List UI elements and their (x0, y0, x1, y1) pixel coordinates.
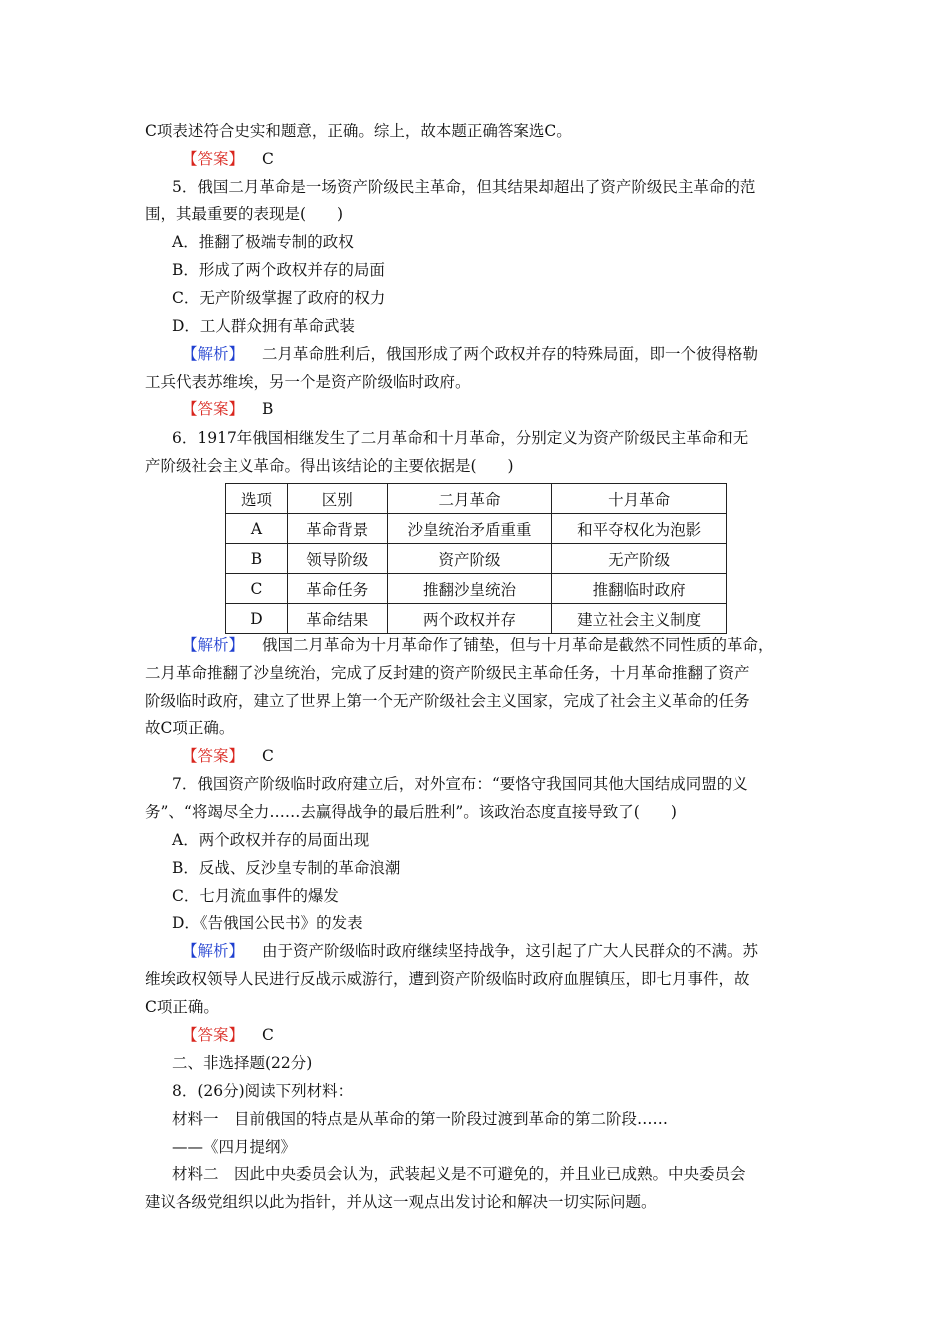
table-cell: 推翻沙皇统治 (387, 574, 552, 604)
table-cell: 两个政权并存 (387, 604, 552, 634)
answer-value: B (262, 400, 274, 418)
analysis-text-cont: C项正确。 (145, 998, 219, 1016)
analysis-line (182, 941, 758, 961)
table-header-cell: 二月革命 (387, 484, 552, 514)
material-2: 材料二 因此中央委员会认为，武装起义是不可避免的，并且业已成熟。中央委员会 (172, 1165, 746, 1183)
table-cell: 资产阶级 (387, 544, 552, 574)
table-header-cell: 十月革命 (552, 484, 727, 514)
analysis-tag: 【解析】 (182, 636, 245, 654)
text-line: C项表述符合史实和题意，正确。综上，故本题正确答案选C。 (145, 122, 572, 140)
material-2-cont: 建议各级党组织以此为指针，并从这一观点出发讨论和解决一切实际问题。 (145, 1193, 657, 1211)
analysis-text: 俄国二月革命为十月革命作了铺垫，但与十月革命是截然不同性质的革命， (262, 636, 774, 654)
table-cell: 建立社会主义制度 (552, 604, 727, 634)
analysis-text-cont: 阶级临时政府，建立了世界上第一个无产阶级社会主义国家，完成了社会主义革命的任务 (145, 692, 750, 710)
option-d: D．工人群众拥有革命武装 (172, 317, 355, 335)
table-header-row (226, 484, 727, 514)
answer-value: C (262, 1026, 274, 1044)
table-cell: 和平夺权化为泡影 (552, 514, 727, 544)
answer-value: C (262, 747, 274, 765)
table-row (226, 574, 727, 604)
question-7-stem: 7．俄国资产阶级临时政府建立后，对外宣布：“要恪守我国同其他大国结成同盟的义 (172, 775, 748, 793)
analysis-text-cont: 故C项正确。 (145, 719, 235, 737)
table-cell: 革命任务 (287, 574, 387, 604)
answer-tag: 【答案】 (182, 747, 245, 765)
table-row (226, 544, 727, 574)
answer-tag: 【答案】 (182, 150, 245, 168)
question-5-stem-cont: 围，其最重要的表现是( ) (145, 205, 344, 223)
table-cell: 无产阶级 (552, 544, 727, 574)
table-cell: D (226, 604, 288, 634)
option-c: C．七月流血事件的爆发 (172, 887, 339, 905)
table-row (226, 514, 727, 544)
analysis-text-cont: 二月革命推翻了沙皇统治，完成了反封建的资产阶级民主革命任务，十月革命推翻了资产 (145, 664, 750, 682)
analysis-text-cont: 维埃政权领导人民进行反战示威游行，遭到资产阶级临时政府血腥镇压，即七月事件，故 (145, 970, 750, 988)
answer-tag: 【答案】 (182, 1026, 245, 1044)
comparison-table (225, 483, 727, 634)
answer-line (182, 746, 274, 766)
material-1-source: ——《四月提纲》 (172, 1138, 297, 1156)
table-cell: 革命结果 (287, 604, 387, 634)
answer-line (182, 1025, 274, 1045)
analysis-line (182, 635, 774, 655)
option-d: D．《告俄国公民书》的发表 (172, 914, 363, 932)
question-5-stem: 5．俄国二月革命是一场资产阶级民主革命，但其结果却超出了资产阶级民主革命的范 (172, 178, 756, 196)
table-header-cell: 区别 (287, 484, 387, 514)
analysis-text: 二月革命胜利后，俄国形成了两个政权并存的特殊局面，即一个彼得格勒 (262, 345, 759, 363)
table-cell: C (226, 574, 288, 604)
answer-value: C (262, 150, 274, 168)
table-cell: 推翻临时政府 (552, 574, 727, 604)
answer-line (182, 149, 274, 169)
section-heading: 二、非选择题(22分) (172, 1054, 313, 1072)
analysis-tag: 【解析】 (182, 942, 245, 960)
table-cell: A (226, 514, 288, 544)
option-a: A．推翻了极端专制的政权 (172, 233, 354, 251)
option-b: B．反战、反沙皇专制的革命浪潮 (172, 859, 401, 877)
table-cell: 领导阶级 (287, 544, 387, 574)
table-row (226, 604, 727, 634)
option-b: B．形成了两个政权并存的局面 (172, 261, 385, 279)
option-c: C．无产阶级掌握了政府的权力 (172, 289, 386, 307)
answer-line (182, 399, 273, 419)
table-cell: B (226, 544, 288, 574)
answer-tag: 【答案】 (182, 400, 245, 418)
material-1: 材料一 目前俄国的特点是从革命的第一阶段过渡到革命的第二阶段…… (172, 1110, 669, 1128)
question-6-stem: 6．1917年俄国相继发生了二月革命和十月革命，分别定义为资产阶级民主革命和无 (172, 429, 749, 447)
analysis-text-cont: 工兵代表苏维埃，另一个是资产阶级临时政府。 (145, 373, 471, 391)
question-7-stem-cont: 务”、“将竭尽全力……去赢得战争的最后胜利”。该政治态度直接导致了( ) (145, 803, 677, 821)
analysis-tag: 【解析】 (182, 345, 245, 363)
table-cell: 沙皇统治矛盾重重 (387, 514, 552, 544)
table-cell: 革命背景 (287, 514, 387, 544)
question-8-stem: 8．(26分)阅读下列材料： (172, 1082, 354, 1100)
option-a: A．两个政权并存的局面出现 (172, 831, 370, 849)
question-6-stem-cont: 产阶级社会主义革命。得出该结论的主要依据是( ) (145, 457, 514, 475)
table-header-cell: 选项 (226, 484, 288, 514)
analysis-line (182, 344, 758, 364)
analysis-text: 由于资产阶级临时政府继续坚持战争，这引起了广大人民群众的不满。苏 (262, 942, 759, 960)
